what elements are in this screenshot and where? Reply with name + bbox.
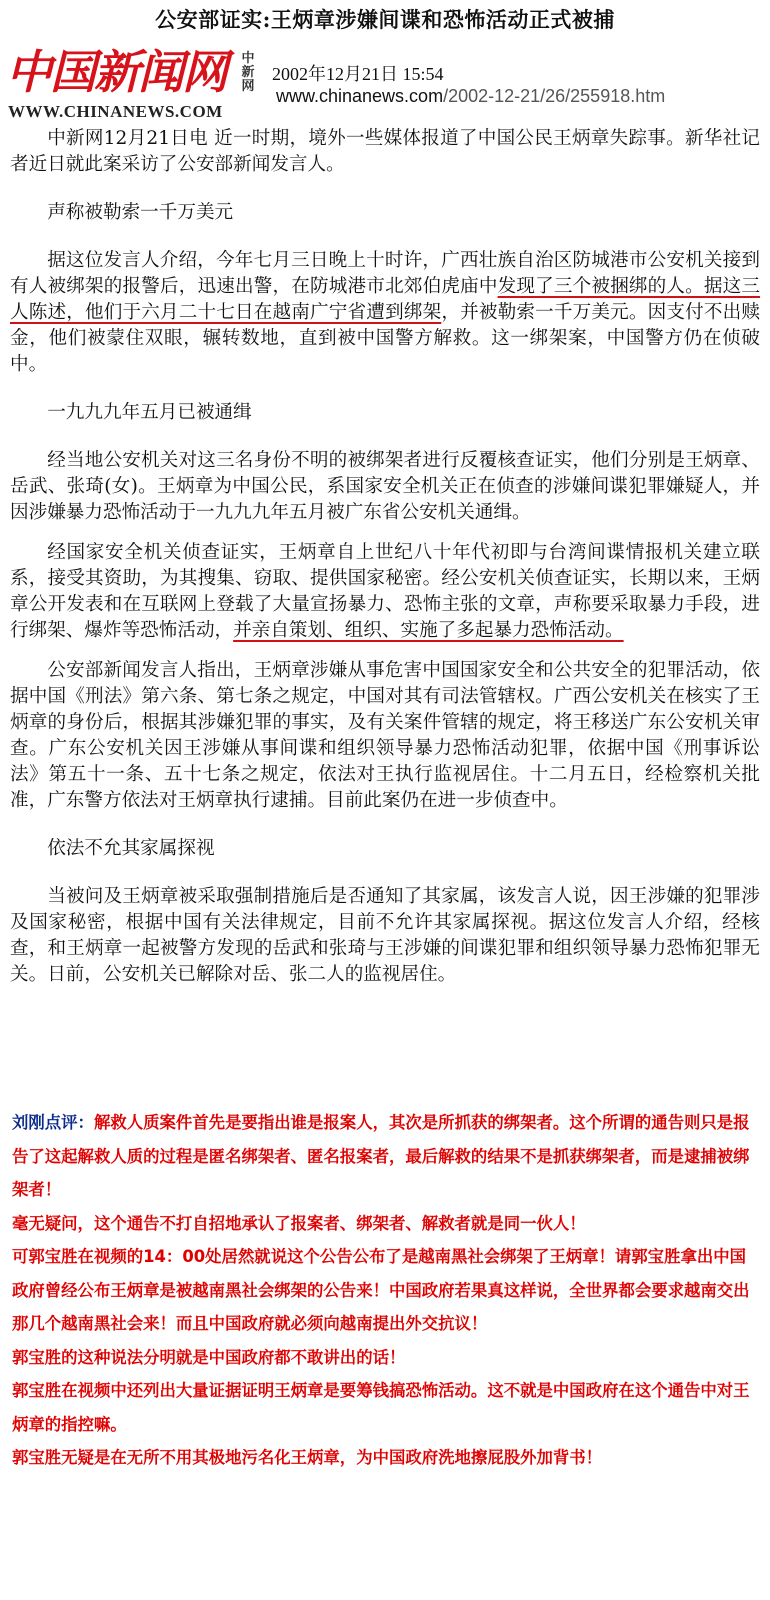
paragraph-family: 当被问及王炳章被采取强制措施后是否通知了其家属，该发言人说，因王涉嫌的犯罪涉及国家秘密，根据中国有关法律规定，目前不允许其家属探视。据这位发言人介绍，经核查，和王炳章一起被警方发现的岳武和张琦与王涉嫌的间谍犯罪和组织领导暴力恐怖犯罪无关。日前，公安机关已解除对岳、张二人的监视居住。 bbox=[10, 886, 760, 985]
small-brand-mark: 中新网 bbox=[241, 51, 255, 94]
logo-wordmark: 中国新闻网 bbox=[6, 45, 226, 99]
commentary-author: 刘刚点评： bbox=[12, 1113, 94, 1132]
article-body bbox=[10, 126, 760, 988]
espionage-text-a: 经国家安全机关侦查证实，王炳章自上世纪八十年代初即与台湾间谍情报机关建立联系，接受其资助，为其搜集、窃取、提供国家秘密。经公安机关侦查证实，长期以来，王炳章公开发表和在互联网上登载了大量宣扬暴力、恐怖主张的文章，声称要采取暴力手段，进行绑架、爆炸等恐怖活动， bbox=[10, 542, 760, 641]
paragraph-espionage bbox=[10, 540, 760, 644]
paragraph-arrest: 公安部新闻发言人指出，王炳章涉嫌从事危害中国国家安全和公共安全的犯罪活动，依据中国《刑法》第六条、第七条之规定，中国对其有司法管辖权。广西公安机关在核实了王炳章的身份后，根据其涉嫌犯罪的事实，及有关案件管辖的规定，将王移送广东公安机关审查。广东公安机关因王涉嫌从事间谍和组织领导暴力恐怖活动犯罪，依据中国《刑事诉讼法》第五十一条、五十七条之规定，依法对王执行监视居住。十二月五日，经检察机关批准，广东警方依法对王炳章执行逮捕。目前此案仍在进一步侦查中。 bbox=[10, 660, 760, 811]
kidnapping-text-c: ，并被勒索一千万美元。因支付不出赎金，他们被蒙住双眼，辗转数地，直到被中国警方解救。这一绑架案，中国警方仍在侦破中。 bbox=[10, 302, 760, 375]
paragraph-identities: 经当地公安机关对这三名身份不明的被绑架者进行反覆核查证实，他们分别是王炳章、岳武、张琦(女)。王炳章为中国公民，系国家安全机关正在侦查的涉嫌间谍犯罪嫌疑人，并因涉嫌暴力恐怖活动于一九九九年五月被广东省公安机关通缉。 bbox=[10, 450, 760, 523]
kidnapping-text-a: 据这位发言人介绍，今年七月三日晚上十时许，广西壮族自治区防城港市公安机关接到有人被绑架的报警后，迅速出警，在防城港市北郊伯虎庙中 bbox=[10, 250, 760, 297]
page-title: 公安部证实:王炳章涉嫌间谍和恐怖活动正式被捕 bbox=[155, 7, 615, 32]
logo-url: WWW.CHINANEWS.COM bbox=[8, 102, 223, 121]
highlighted-terror-claim: 并亲自策划、组织、实施了多起暴力恐怖活动。 bbox=[233, 620, 624, 641]
publish-datetime: 2002年12月21日 15:54 bbox=[272, 64, 444, 84]
section-heading-wanted: 一九九九年五月已被通缉 bbox=[47, 402, 252, 423]
url-path: /2002-12-21/26/255918.htm bbox=[443, 86, 666, 106]
commentary-text-1: 解救人质案件首先是要指出谁是报案人，其次是所抓获的绑架者。这个所谓的通告则只是报告了这起解救人质的过程是匿名绑架者、匿名报案者，最后解救的结果不是抓获绑架者，而是逮捕被绑架者！ bbox=[12, 1113, 750, 1199]
paragraph-kidnapping bbox=[10, 248, 760, 378]
highlighted-kidnapping-claim: 发现了三个被捆绑的人。据这三人陈述，他们于六月二十七日在越南广宁省遭到绑架 bbox=[10, 276, 760, 323]
section-heading-ransom: 声称被勒索一千万美元 bbox=[47, 202, 234, 223]
commentary-paragraph-6: 郭宝胜无疑是在无所不用其极地污名化王炳章，为中国政府洗地擦屁股外加背书！ bbox=[12, 1448, 603, 1467]
commentary-block bbox=[12, 1106, 762, 1475]
chinanews-logo[interactable] bbox=[6, 44, 266, 124]
commentary-paragraph-4: 郭宝胜的这种说法分明就是中国政府都不敢讲出的话！ bbox=[12, 1347, 406, 1367]
section-heading-visits: 依法不允其家属探视 bbox=[47, 838, 215, 859]
url-host: www.chinanews.com bbox=[276, 86, 444, 106]
commentary-paragraph-5: 郭宝胜在视频中还列出大量证据证明王炳章是要筹钱搞恐怖活动。这不就是中国政府在这个通告中对王炳章的指控嘛。 bbox=[12, 1381, 750, 1434]
commentary-paragraph-3: 可郭宝胜在视频的14：00处居然就说这个公告公布了是越南黑社会绑架了王炳章！请郭宝胜拿出中国政府曾经公布王炳章是被越南黑社会绑架的公告来！中国政府若果真这样说，全世界都会要求越南交出那几个越南黑社会来！而且中国政府就必须向越南提出外交抗议！ bbox=[12, 1247, 750, 1333]
commentary-paragraph-2: 毫无疑问，这个通告不打自招地承认了报案者、绑架者、解救者就是同一伙人！ bbox=[12, 1213, 586, 1233]
commentary-paragraph-1 bbox=[12, 1106, 762, 1207]
article-url[interactable] bbox=[276, 86, 665, 107]
paragraph-intro: 中新网12月21日电 近一时期，境外一些媒体报道了中国公民王炳章失踪事。新华社记者近日就此案采访了公安部新闻发言人。 bbox=[10, 128, 760, 175]
